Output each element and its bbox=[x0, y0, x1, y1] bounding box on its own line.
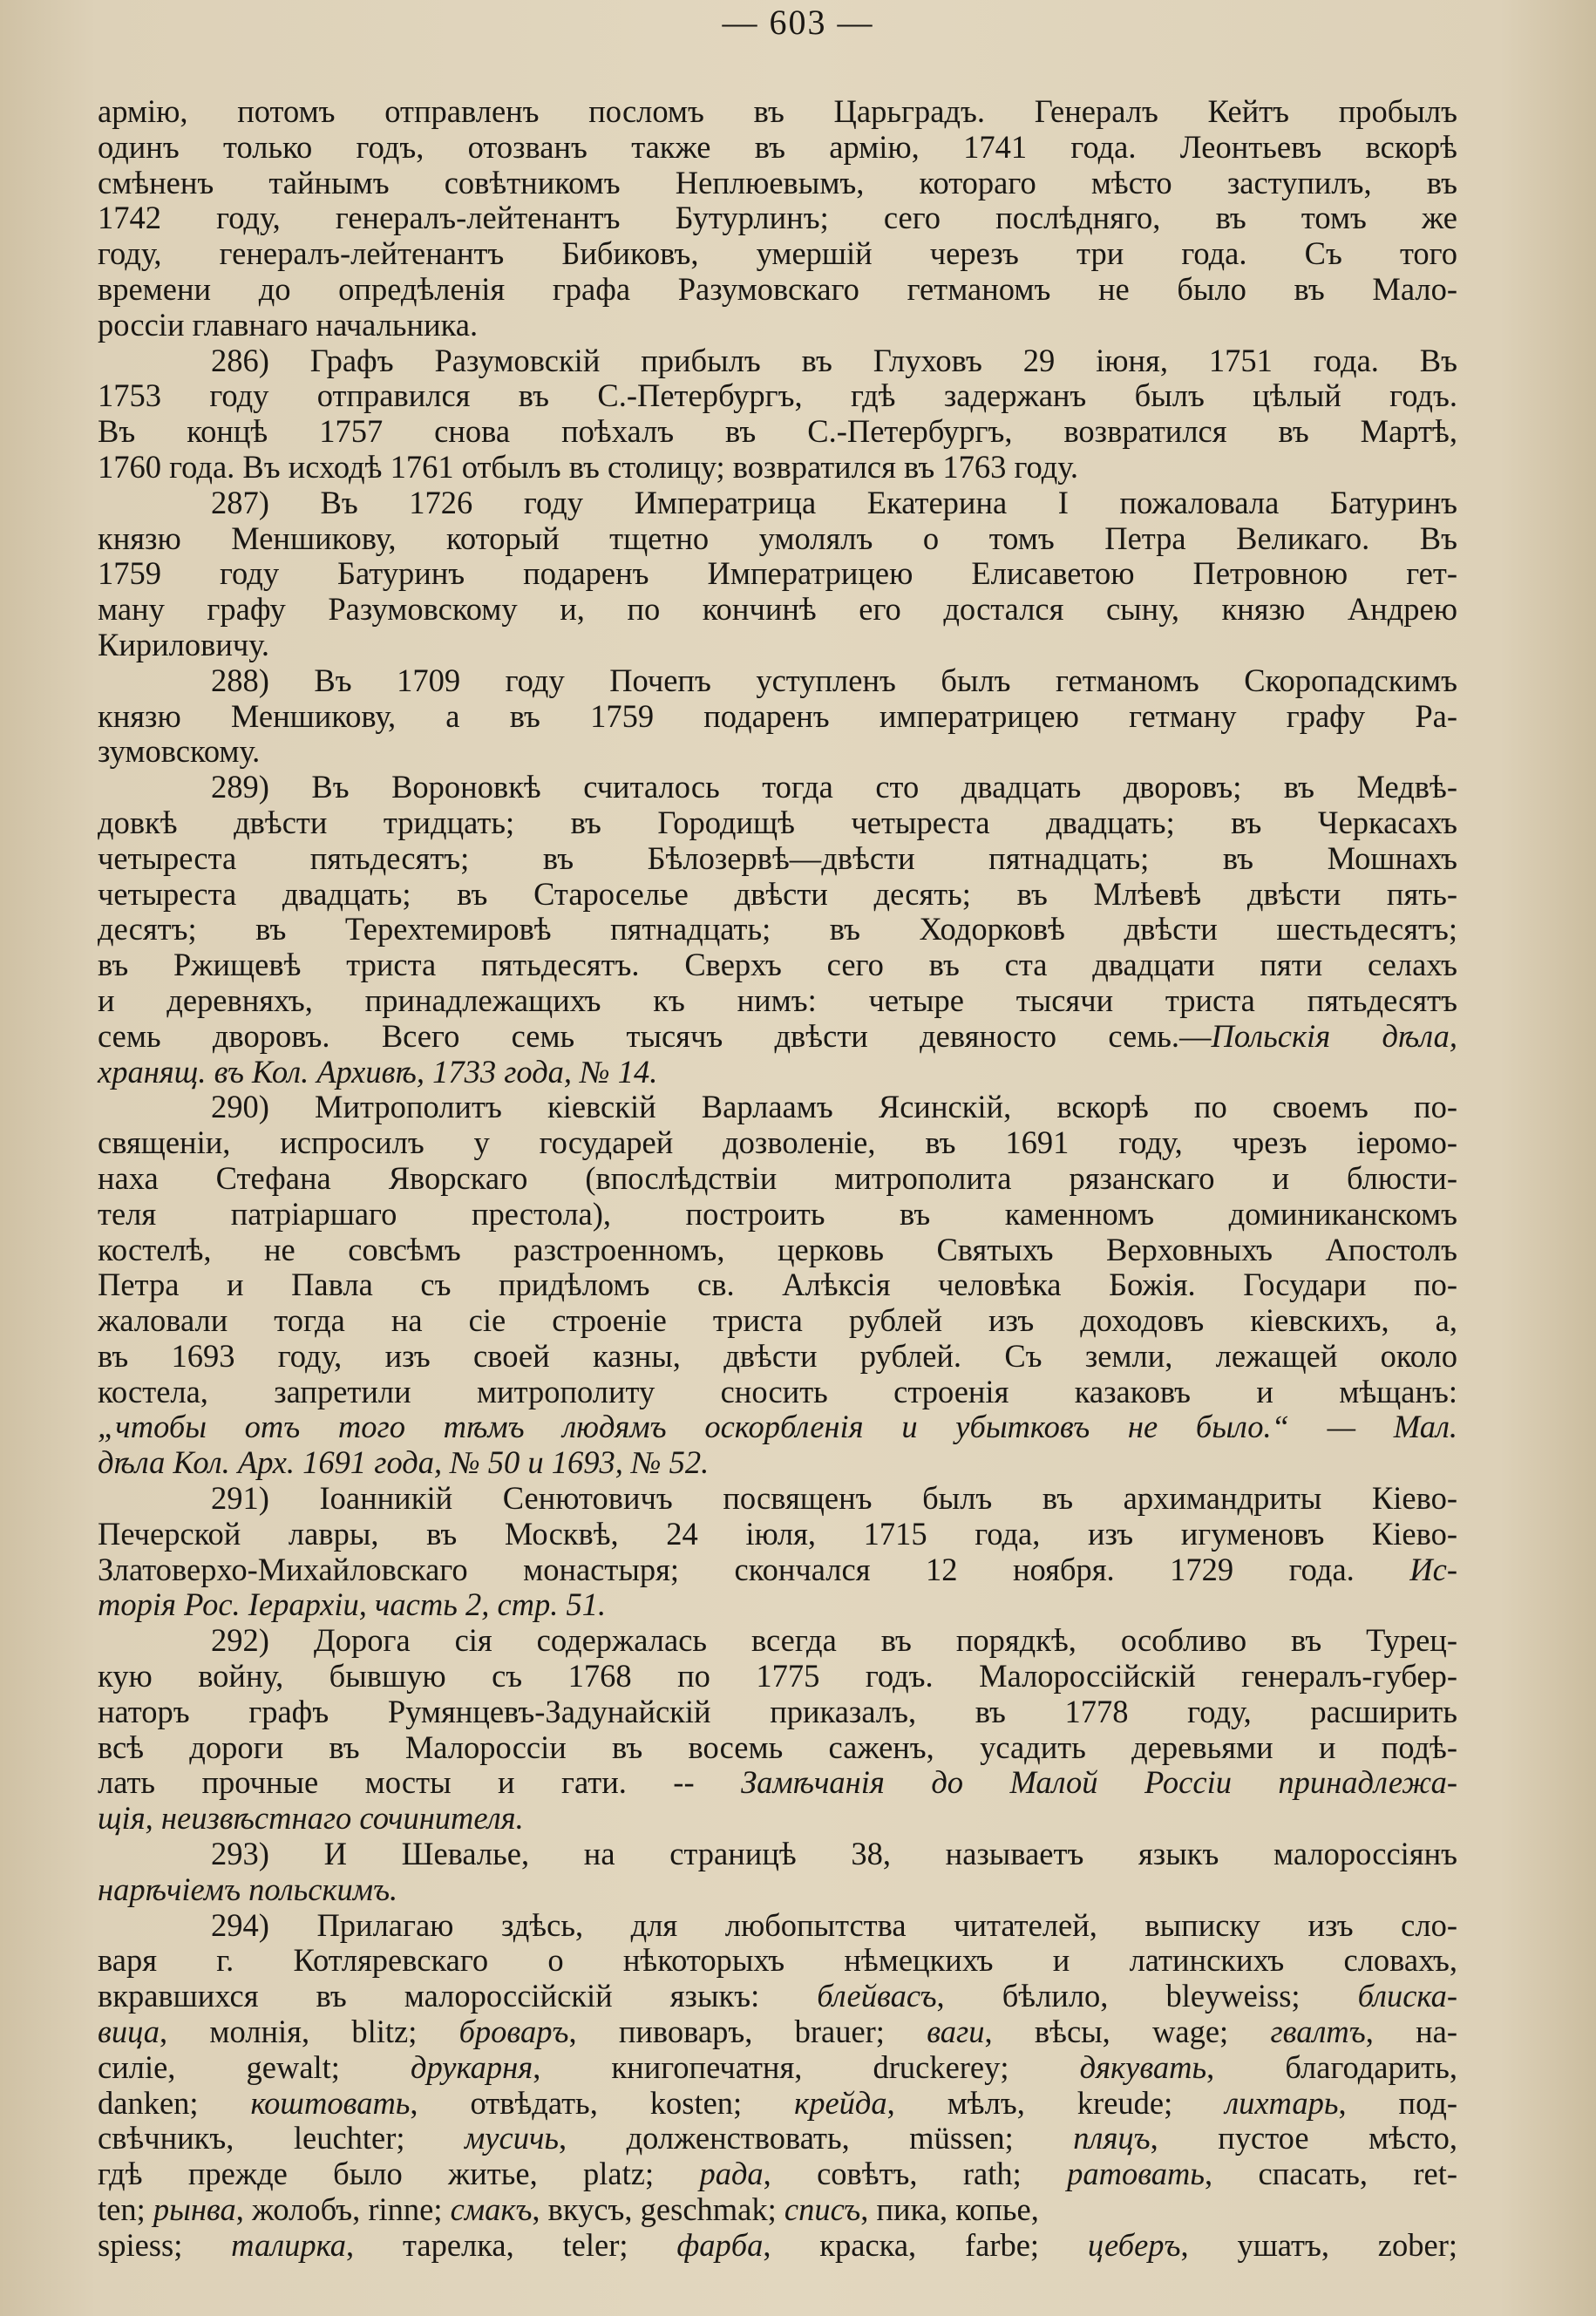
text-segment: , тарелка, teler; bbox=[346, 2226, 677, 2263]
text-line bbox=[98, 166, 1457, 201]
italic-text: ваги bbox=[927, 2014, 985, 2050]
text-segment: въ Ржищевѣ триста пятьдесятъ. Сверхъ сего въ ста двадцати пяти селахъ bbox=[98, 947, 1457, 983]
text-segment: , пивоваръ, brauer; bbox=[568, 2014, 927, 2050]
text-segment: въ 1693 году, изъ своей казны, двѣсти рублей. Съ земли, лежащей около bbox=[98, 1337, 1457, 1374]
text-line bbox=[98, 1837, 1457, 1872]
text-segment: 289) Въ Вороновкѣ считалось тогда сто двадцать дворовъ; въ Медвѣ- bbox=[211, 769, 1457, 805]
text-line bbox=[98, 1517, 1457, 1552]
italic-text: хранящ. въ Кол. Архивѣ, 1733 года, № 14. bbox=[98, 1053, 658, 1090]
text-segment: 287) Въ 1726 году Императрица Екатерина I пожаловала Батуринъ bbox=[211, 484, 1457, 520]
text-line bbox=[98, 200, 1457, 236]
text-line bbox=[98, 947, 1457, 983]
text-segment: Печерской лавры, въ Москвѣ, 24 іюля, 1715 года, изъ игуменовъ Кіево- bbox=[98, 1515, 1457, 1552]
text-segment: смѣненъ тайнымъ совѣтникомъ Неплюевымъ, котораго мѣсто заступилъ, въ bbox=[98, 164, 1457, 200]
italic-text: щія, неизвѣстнаго сочинителя. bbox=[98, 1800, 524, 1837]
italic-text: броваръ bbox=[458, 2014, 569, 2050]
text-segment: десятъ; въ Терехтемировѣ пятнадцать; въ Ходорковѣ двѣсти шестьдесятъ; bbox=[98, 911, 1457, 947]
text-segment: , бѣлило, bleyweiss; bbox=[936, 1978, 1358, 2014]
text-segment: 1753 году отправился въ С.-Петербургъ, гдѣ задержанъ былъ цѣлый годъ. bbox=[98, 377, 1457, 414]
text-segment: четыреста пятьдесятъ; въ Бѣлозервѣ—двѣсти пятнадцать; въ Мошнахъ bbox=[98, 839, 1457, 876]
text-segment: году, генералъ-лейтенантъ Бибиковъ, умершій черезъ три года. Съ того bbox=[98, 235, 1457, 272]
text-line bbox=[98, 1125, 1457, 1161]
text-segment: 291) Іоанникій Сенютовичъ посвященъ былъ въ архимандриты Кіево- bbox=[211, 1480, 1457, 1517]
text-segment: силіе, gewalt; bbox=[98, 2048, 411, 2085]
text-segment: , книгопечатня, druckerey; bbox=[533, 2048, 1080, 2085]
text-line bbox=[98, 1730, 1457, 1766]
text-segment: одинъ только годъ, отозванъ также въ армію, 1741 года. Леонтьевъ вскорѣ bbox=[98, 128, 1457, 165]
italic-text: рынва bbox=[153, 2191, 236, 2228]
text-segment: , благодарить, bbox=[1206, 2048, 1457, 2085]
text-line bbox=[98, 1055, 1457, 1090]
italic-text: Польскія дѣла, bbox=[1211, 1017, 1457, 1054]
text-line bbox=[98, 1659, 1457, 1695]
text-segment: danken; bbox=[98, 2084, 251, 2121]
italic-text: Ис- bbox=[1409, 1551, 1457, 1587]
text-line bbox=[98, 343, 1457, 379]
text-segment: жаловали тогда на сіе строеніе триста рублей изъ доходовъ кіевскихъ, а, bbox=[98, 1302, 1457, 1339]
text-segment: армію, потомъ отправленъ посломъ въ Царьградъ. Генералъ Кейтъ пробылъ bbox=[98, 93, 1457, 129]
italic-text: списъ bbox=[784, 2191, 861, 2228]
text-line bbox=[98, 450, 1457, 486]
text-line bbox=[98, 1552, 1457, 1588]
text-line bbox=[98, 1233, 1457, 1268]
text-segment: времени до опредѣленія графа Разумовскаго гетманомъ не было въ Мало- bbox=[98, 270, 1457, 307]
text-line bbox=[98, 770, 1457, 805]
text-line bbox=[98, 1979, 1457, 2014]
text-segment: зумовскому. bbox=[98, 733, 261, 770]
italic-text: друкарня bbox=[411, 2048, 533, 2085]
text-segment: и деревняхъ, принадлежащихъ къ нимъ: четыре тысячи триста пятьдесятъ bbox=[98, 981, 1457, 1018]
text-line bbox=[98, 2192, 1457, 2228]
text-line bbox=[98, 663, 1457, 699]
italic-text: смакъ bbox=[450, 2191, 533, 2228]
text-line bbox=[98, 486, 1457, 521]
text-segment: наха Стефана Яворскаго (впослѣдствіи митрополита рязанскаго и блюсти- bbox=[98, 1159, 1457, 1196]
text-line bbox=[98, 1339, 1457, 1375]
text-segment: кую войну, бывшую съ 1768 по 1775 годъ. Малороссійскій генералъ-губер- bbox=[98, 1658, 1457, 1695]
text-line bbox=[98, 378, 1457, 414]
text-line bbox=[98, 1267, 1457, 1303]
italic-text: вица bbox=[98, 2014, 160, 2050]
italic-text: „чтобы отъ того тѣмъ людямъ оскорбленія и убытковъ не было.“ — Мал. bbox=[98, 1409, 1457, 1445]
page-number: — 603 — bbox=[722, 3, 874, 42]
italic-text: блиска- bbox=[1357, 1978, 1457, 2014]
body-text bbox=[98, 94, 1457, 2264]
text-segment: костела, запретили митрополиту сносить строенія казаковъ и мѣщанъ: bbox=[98, 1373, 1457, 1409]
italic-text: лихтарь bbox=[1225, 2084, 1339, 2121]
text-line bbox=[98, 2156, 1457, 2192]
italic-text: Замѣчанія до Малой Россіи принадлежа- bbox=[741, 1764, 1457, 1801]
italic-text: крейда bbox=[794, 2084, 887, 2121]
text-line bbox=[98, 2014, 1457, 2050]
text-line bbox=[98, 1409, 1457, 1445]
text-line bbox=[98, 983, 1457, 1019]
text-segment: , ушатъ, zober; bbox=[1180, 2226, 1457, 2263]
italic-text: цеберъ bbox=[1087, 2226, 1181, 2263]
italic-text: фарба bbox=[676, 2226, 764, 2263]
text-segment: всѣ дороги въ Малороссіи въ восемь саженъ, усадить деревьями и подѣ- bbox=[98, 1729, 1457, 1765]
text-line bbox=[98, 628, 1457, 663]
text-segment: 294) Прилагаю здѣсь, для любопытства читателей, выписку изъ сло- bbox=[211, 1906, 1457, 1943]
text-line bbox=[98, 130, 1457, 166]
text-segment: Въ концѣ 1757 снова поѣхалъ въ С.-Петербургъ, возвратился въ Мартѣ, bbox=[98, 413, 1457, 450]
text-segment: , спасать, ret- bbox=[1205, 2156, 1458, 2192]
text-line bbox=[98, 1303, 1457, 1339]
text-segment: , краска, farbe; bbox=[763, 2226, 1088, 2263]
text-segment: варя г. Котляревскаго о нѣкоторыхъ нѣмецкихъ и латинскихъ словахъ, bbox=[98, 1942, 1457, 1979]
text-segment: ману графу Разумовскому и, по кончинѣ его достался сыну, князю Андрею bbox=[98, 591, 1457, 628]
text-line bbox=[98, 1019, 1457, 1055]
text-line bbox=[98, 2086, 1457, 2122]
text-segment: , молнія, blitz; bbox=[160, 2014, 459, 2050]
text-line bbox=[98, 1623, 1457, 1659]
text-segment: князю Меншикову, который тщетно умолялъ о томъ Петра Великаго. Въ bbox=[98, 520, 1457, 556]
text-segment: , мѣлъ, kreude; bbox=[886, 2084, 1226, 2121]
text-line bbox=[98, 521, 1457, 557]
text-line bbox=[98, 1695, 1457, 1730]
text-segment: , пустое мѣсто, bbox=[1150, 2120, 1457, 2156]
text-segment: 1760 года. Въ исходѣ 1761 отбылъ въ столицу; возвратился въ 1763 году. bbox=[98, 448, 1079, 485]
italic-text: торія Рос. Іерархіи, часть 2, стр. 51. bbox=[98, 1586, 607, 1623]
text-segment: костелѣ, не совсѣмъ разстроенномъ, церковь Святыхъ Верховныхъ Апостолъ bbox=[98, 1231, 1457, 1267]
text-line bbox=[98, 1943, 1457, 1979]
text-segment: гдѣ прежде было житье, platz; bbox=[98, 2156, 700, 2192]
text-segment: четыреста двадцать; въ Староселье двѣсти десять; въ Млѣевѣ двѣсти пять- bbox=[98, 875, 1457, 912]
text-line bbox=[98, 841, 1457, 877]
text-segment: spiess; bbox=[98, 2226, 232, 2263]
text-line bbox=[98, 805, 1457, 841]
text-line bbox=[98, 1445, 1457, 1481]
text-line bbox=[98, 1375, 1457, 1410]
text-line bbox=[98, 592, 1457, 628]
text-segment: довкѣ двѣсти тридцать; въ Городищѣ четыреста двадцать; въ Черкасахъ bbox=[98, 804, 1457, 840]
text-segment: 293) И Шевалье, на страницѣ 38, называетъ языкъ малороссіянъ bbox=[211, 1836, 1457, 1872]
text-line bbox=[98, 1765, 1457, 1801]
text-segment: Кириловичу. bbox=[98, 626, 269, 662]
text-segment: Петра и Павла съ придѣломъ св. Алѣксія человѣка Божія. Государи по- bbox=[98, 1267, 1457, 1303]
text-segment: теля патріаршаго престола), построить въ каменномъ доминиканскомъ bbox=[98, 1195, 1457, 1232]
text-segment: 290) Митрополитъ кіевскій Варлаамъ Ясинскій, вскорѣ по своемъ по- bbox=[211, 1089, 1457, 1125]
text-segment: , совѣтъ, rath; bbox=[763, 2156, 1068, 2192]
italic-text: ратовать bbox=[1067, 2156, 1205, 2192]
text-segment: вкравшихся въ малороссійскій языкъ: bbox=[98, 1978, 818, 2014]
italic-text: блейвасъ bbox=[817, 1978, 937, 2014]
italic-text: пляцъ bbox=[1073, 2120, 1151, 2156]
italic-text: дякувать bbox=[1079, 2048, 1207, 2085]
text-line bbox=[98, 1908, 1457, 1944]
italic-text: рада bbox=[699, 2156, 764, 2192]
text-segment: священіи, испросилъ у государей дозволеніе, въ 1691 году, чрезъ іеромо- bbox=[98, 1124, 1457, 1161]
text-segment: , пика, копье, bbox=[860, 2191, 1039, 2228]
text-line bbox=[98, 308, 1457, 343]
text-segment: , жолобъ, rinne; bbox=[235, 2191, 451, 2228]
text-segment: , долженствовать, müssen; bbox=[558, 2120, 1074, 2156]
text-line bbox=[98, 1481, 1457, 1517]
italic-text: мусичь bbox=[465, 2120, 559, 2156]
text-line bbox=[98, 1801, 1457, 1837]
text-segment: 292) Дорога сія содержалась всегда въ порядкѣ, особливо въ Турец- bbox=[211, 1622, 1457, 1659]
text-segment: свѣчникъ, leuchter; bbox=[98, 2120, 465, 2156]
italic-text: дѣла Кол. Арх. 1691 года, № 50 и 1693, № 52. bbox=[98, 1444, 710, 1481]
italic-text: талирка bbox=[231, 2226, 347, 2263]
text-segment: наторъ графъ Румянцевъ-Задунайскій приказалъ, въ 1778 году, расширить bbox=[98, 1693, 1457, 1729]
text-line bbox=[98, 414, 1457, 450]
text-line bbox=[98, 2228, 1457, 2264]
text-line bbox=[98, 699, 1457, 735]
text-segment: , на- bbox=[1365, 2014, 1458, 2050]
italic-text: коштовать bbox=[250, 2084, 411, 2121]
text-line bbox=[98, 272, 1457, 308]
text-line bbox=[98, 734, 1457, 770]
text-line bbox=[98, 2050, 1457, 2086]
text-segment: лать прочные мосты и гати. -- bbox=[98, 1764, 742, 1801]
text-segment: ten; bbox=[98, 2191, 153, 2228]
text-segment: 1759 году Батуринъ подаренъ Императрицею Елисаветою Петровною гет- bbox=[98, 555, 1457, 592]
text-segment: 288) Въ 1709 году Почепъ уступленъ былъ гетманомъ Скоропадскимъ bbox=[211, 662, 1457, 698]
text-segment: , вкусъ, geschmak; bbox=[532, 2191, 784, 2228]
italic-text: гвалтъ bbox=[1270, 2014, 1366, 2050]
text-segment: россіи главнаго начальника. bbox=[98, 306, 479, 343]
text-line bbox=[98, 1872, 1457, 1908]
text-line bbox=[98, 1197, 1457, 1233]
text-line bbox=[98, 1587, 1457, 1623]
text-line bbox=[98, 912, 1457, 947]
text-line bbox=[98, 94, 1457, 130]
text-line bbox=[98, 1161, 1457, 1197]
text-segment: Златоверхо-Михайловскаго монастыря; скончался 12 ноября. 1729 года. bbox=[98, 1551, 1410, 1587]
text-line bbox=[98, 236, 1457, 272]
text-line bbox=[98, 2121, 1457, 2156]
text-segment: , вѣсы, wage; bbox=[984, 2014, 1271, 2050]
text-line bbox=[98, 1090, 1457, 1125]
text-segment: 286) Графъ Разумовскій прибылъ въ Глуховъ 29 іюня, 1751 года. Въ bbox=[211, 342, 1457, 378]
text-segment: 1742 году, генералъ-лейтенантъ Бутурлинъ; сего послѣдняго, въ томъ же bbox=[98, 200, 1457, 236]
text-segment: князю Меншикову, а въ 1759 подаренъ императрицею гетману графу Ра- bbox=[98, 697, 1457, 734]
italic-text: нарѣчіемъ польскимъ. bbox=[98, 1871, 398, 1907]
text-line bbox=[98, 877, 1457, 913]
text-segment: , под- bbox=[1338, 2084, 1457, 2121]
text-line bbox=[98, 556, 1457, 592]
text-segment: семь дворовъ. Всего семь тысячъ двѣсти девяносто семь.— bbox=[98, 1017, 1212, 1054]
text-segment: , отвѣдать, kosten; bbox=[410, 2084, 795, 2121]
